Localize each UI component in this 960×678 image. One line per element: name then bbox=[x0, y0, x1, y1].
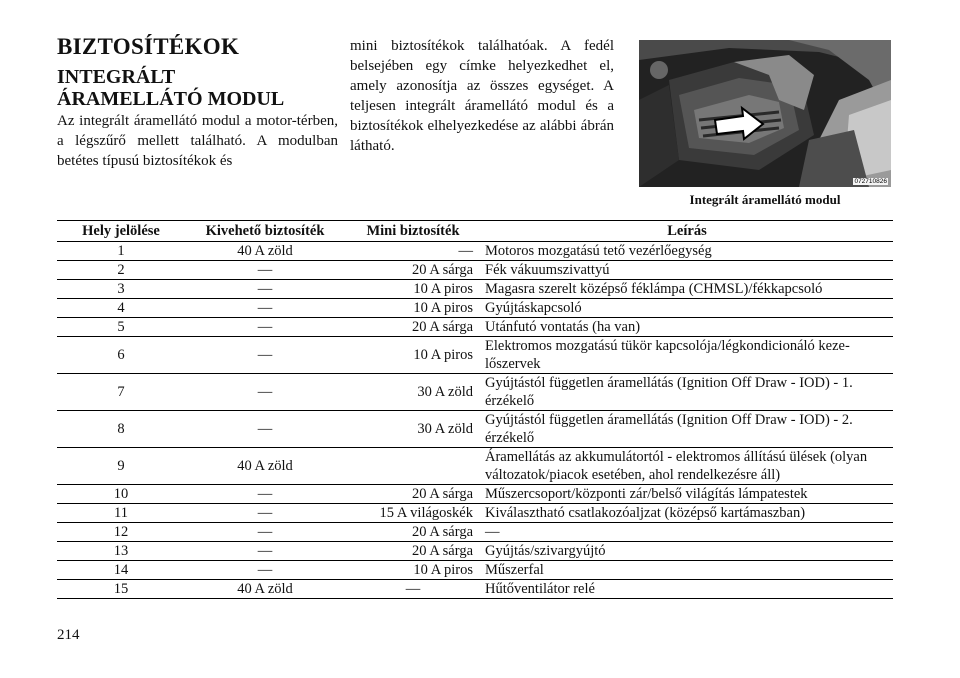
page-title: BIZTOSÍTÉKOK bbox=[57, 34, 240, 59]
header-cartridge-fuse: Kivehető biztosíték bbox=[185, 221, 345, 242]
cell-description: Műszerfal bbox=[481, 561, 893, 580]
table-row bbox=[57, 448, 893, 485]
cell-mini: 20 A sárga bbox=[345, 318, 481, 337]
cell-description: Utánfutó vontatás (ha van) bbox=[481, 318, 893, 337]
cell-position: 1 bbox=[57, 242, 185, 261]
cell-mini: 20 A sárga bbox=[345, 485, 481, 504]
cell-position: 4 bbox=[57, 299, 185, 318]
table-row bbox=[57, 318, 893, 337]
table-row bbox=[57, 504, 893, 523]
cell-mini: 10 A piros bbox=[345, 561, 481, 580]
table-row bbox=[57, 261, 893, 280]
cell-cartridge: — bbox=[185, 542, 345, 561]
cell-description: Elektromos mozgatású tükör kapcsolója/légkondicionáló keze-lőszervek bbox=[481, 337, 893, 374]
table-row bbox=[57, 542, 893, 561]
header-mini-fuse: Mini biztosíték bbox=[345, 221, 481, 242]
cell-cartridge: — bbox=[185, 561, 345, 580]
engine-photo-illustration bbox=[639, 40, 891, 187]
cell-cartridge: — bbox=[185, 261, 345, 280]
cell-description: Műszercsoport/központi zár/belső világítás lámpatestek bbox=[481, 485, 893, 504]
table-row bbox=[57, 242, 893, 261]
cell-description: Fék vákuumszivattyú bbox=[481, 261, 893, 280]
table-row bbox=[57, 411, 893, 448]
cell-cartridge: — bbox=[185, 485, 345, 504]
intro-paragraph: Az integrált áramellátó modul a motor-térben, a légszűrő mellett található. A modulban betétes típusú biztosítékok és bbox=[57, 113, 338, 169]
table-header-row bbox=[57, 221, 893, 242]
cell-cartridge: — bbox=[185, 318, 345, 337]
cell-mini: 10 A piros bbox=[345, 337, 481, 374]
table-row bbox=[57, 374, 893, 411]
section-title-line2: ÁRAMELLÁTÓ MODUL bbox=[57, 88, 285, 110]
cell-mini: 20 A sárga bbox=[345, 261, 481, 280]
cell-position: 6 bbox=[57, 337, 185, 374]
figure-caption: Integrált áramellátó modul bbox=[689, 192, 841, 207]
cell-cartridge: 40 A zöld bbox=[185, 242, 345, 261]
cell-cartridge: — bbox=[185, 280, 345, 299]
table-row bbox=[57, 580, 893, 599]
cell-cartridge: — bbox=[185, 337, 345, 374]
cell-cartridge: — bbox=[185, 299, 345, 318]
cell-position: 7 bbox=[57, 374, 185, 411]
cell-description: Hűtőventilátor relé bbox=[481, 580, 893, 599]
cell-position: 3 bbox=[57, 280, 185, 299]
table-row bbox=[57, 337, 893, 374]
cell-mini: 10 A piros bbox=[345, 299, 481, 318]
cell-description: — bbox=[481, 523, 893, 542]
continuation-paragraph: mini biztosítékok találhatóak. A fedél belsejében egy címke helyezkedhet el, amely azonosítja az összes egységet. A teljesen integrált áramellátó modul és a biztosítékok elhelyezkedése az alábbi ábrán látható. bbox=[350, 38, 614, 154]
cell-cartridge: — bbox=[185, 523, 345, 542]
cell-mini: 20 A sárga bbox=[345, 542, 481, 561]
cell-description: Kiválasztható csatlakozóaljzat (középső kartámaszban) bbox=[481, 504, 893, 523]
cell-description: Motoros mozgatású tető vezérlőegység bbox=[481, 242, 893, 261]
header-position: Hely jelölése bbox=[57, 221, 185, 242]
table-row bbox=[57, 299, 893, 318]
cell-description: Áramellátás az akkumulátortól - elektromos állítású ülések (olyan változatok/piacok esetében, ahol rendelkezésre áll) bbox=[481, 448, 893, 485]
cell-position: 2 bbox=[57, 261, 185, 280]
engine-compartment-photo bbox=[639, 40, 891, 187]
cell-description: Gyújtástól független áramellátás (Ignition Off Draw - IOD) - 1. érzékelő bbox=[481, 374, 893, 411]
table-row bbox=[57, 523, 893, 542]
cell-cartridge: — bbox=[185, 504, 345, 523]
cell-position: 14 bbox=[57, 561, 185, 580]
cell-cartridge: — bbox=[185, 374, 345, 411]
cell-cartridge: 40 A zöld bbox=[185, 448, 345, 485]
page-number: 214 bbox=[57, 627, 80, 643]
cell-position: 5 bbox=[57, 318, 185, 337]
cell-mini: — bbox=[345, 580, 481, 599]
cell-position: 15 bbox=[57, 580, 185, 599]
cell-mini: 30 A zöld bbox=[345, 374, 481, 411]
section-title bbox=[57, 66, 337, 110]
cell-mini: 20 A sárga bbox=[345, 523, 481, 542]
header-description: Leírás bbox=[481, 221, 893, 242]
cell-description: Gyújtáskapcsoló bbox=[481, 299, 893, 318]
cell-position: 11 bbox=[57, 504, 185, 523]
cell-cartridge: 40 A zöld bbox=[185, 580, 345, 599]
cell-position: 12 bbox=[57, 523, 185, 542]
cell-position: 13 bbox=[57, 542, 185, 561]
table-row bbox=[57, 485, 893, 504]
cell-description: Gyújtástól független áramellátás (Ignition Off Draw - IOD) - 2. érzékelő bbox=[481, 411, 893, 448]
table-row bbox=[57, 280, 893, 299]
section-title-line1: INTEGRÁLT bbox=[57, 66, 176, 88]
cell-mini: 10 A piros bbox=[345, 280, 481, 299]
figure-code: 072710826 bbox=[854, 178, 887, 185]
cell-cartridge: — bbox=[185, 411, 345, 448]
cell-position: 10 bbox=[57, 485, 185, 504]
cell-mini: 30 A zöld bbox=[345, 411, 481, 448]
table-row bbox=[57, 561, 893, 580]
cell-description: Gyújtás/szivargyújtó bbox=[481, 542, 893, 561]
cell-position: 8 bbox=[57, 411, 185, 448]
cell-description: Magasra szerelt középső féklámpa (CHMSL)/fékkapcsoló bbox=[481, 280, 893, 299]
cell-mini bbox=[345, 448, 481, 485]
cell-position: 9 bbox=[57, 448, 185, 485]
cell-mini: 15 A világoskék bbox=[345, 504, 481, 523]
fuse-table bbox=[57, 220, 893, 599]
cell-mini: — bbox=[345, 242, 481, 261]
